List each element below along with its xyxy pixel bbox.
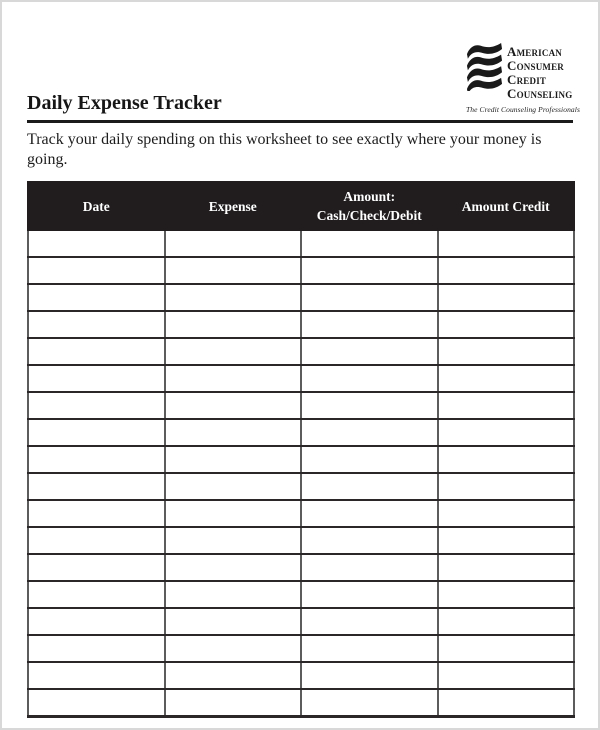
cell-amount-credit [438,554,575,581]
cell-amount-cash-check-debit [301,257,438,284]
cell-expense [165,257,302,284]
table-header-row [28,182,574,230]
cell-date [28,311,165,338]
cell-amount-credit [438,500,575,527]
cell-amount-cash-check-debit [301,365,438,392]
column-header-label: Amount Credit [461,198,550,214]
cell-amount-cash-check-debit [301,581,438,608]
column-header-amount-credit [438,182,575,230]
cell-amount-cash-check-debit [301,392,438,419]
table-row [28,500,574,527]
cell-amount-cash-check-debit [301,284,438,311]
cell-expense [165,284,302,311]
table-row [28,662,574,689]
cell-date [28,473,165,500]
cell-date [28,689,165,717]
cell-amount-credit [438,284,575,311]
table-row [28,608,574,635]
cell-expense [165,419,302,446]
cell-expense [165,365,302,392]
cell-amount-cash-check-debit [301,554,438,581]
cell-expense [165,311,302,338]
logo-org-line: American [507,44,562,59]
cell-expense [165,338,302,365]
cell-amount-credit [438,338,575,365]
cell-expense [165,446,302,473]
cell-amount-cash-check-debit [301,311,438,338]
expense-table [27,181,575,718]
cell-expense [165,581,302,608]
cell-amount-cash-check-debit [301,527,438,554]
table-row [28,581,574,608]
cell-expense [165,662,302,689]
cell-amount-credit [438,581,575,608]
logo-tagline: The Credit Counseling Professionals [466,105,580,114]
cell-amount-credit [438,662,575,689]
cell-amount-cash-check-debit [301,338,438,365]
cell-date [28,554,165,581]
column-header-expense [165,182,302,230]
table-row [28,230,574,257]
cell-amount-credit [438,311,575,338]
table-row [28,527,574,554]
page-subtitle: Track your daily spending on this worksheet to see exactly where your money is going. [27,131,542,168]
table-row [28,635,574,662]
table-row [28,284,574,311]
cell-amount-credit [438,365,575,392]
cell-date [28,527,165,554]
cell-amount-credit [438,608,575,635]
logo-org-line: Consumer [507,58,564,73]
table-row [28,311,574,338]
table-row [28,446,574,473]
table-body [28,230,574,717]
cell-expense [165,500,302,527]
column-header-label: Date [82,198,110,214]
cell-date [28,581,165,608]
cell-date [28,608,165,635]
column-header-label: Amount: [343,189,396,204]
cell-amount-credit [438,689,575,717]
cell-expense [165,554,302,581]
cell-amount-cash-check-debit [301,419,438,446]
table-row [28,419,574,446]
cell-date [28,230,165,257]
cell-expense [165,473,302,500]
cell-amount-credit [438,419,575,446]
page-title: Daily Expense Tracker [27,92,222,114]
cell-amount-cash-check-debit [301,608,438,635]
table-row [28,338,574,365]
column-header-date [28,182,165,230]
cell-expense [165,392,302,419]
cell-amount-cash-check-debit [301,635,438,662]
cell-amount-credit [438,230,575,257]
table-row [28,554,574,581]
cell-amount-cash-check-debit [301,473,438,500]
cell-date [28,392,165,419]
cell-expense [165,230,302,257]
cell-date [28,365,165,392]
cell-date [28,257,165,284]
cell-expense [165,689,302,717]
cell-date [28,446,165,473]
cell-expense [165,635,302,662]
cell-amount-credit [438,257,575,284]
column-header-amount-cash-check-debit [301,182,438,230]
title-underline [27,120,573,123]
waving-flag-icon [466,43,503,91]
table-row [28,473,574,500]
cell-amount-cash-check-debit [301,662,438,689]
cell-amount-cash-check-debit [301,689,438,717]
logo-org-line: Credit [507,72,547,87]
cell-date [28,419,165,446]
cell-date [28,284,165,311]
cell-amount-cash-check-debit [301,446,438,473]
cell-amount-credit [438,527,575,554]
cell-date [28,500,165,527]
accc-logo [466,43,580,114]
column-header-label: Expense [208,198,257,214]
table-header [28,182,574,230]
cell-date [28,635,165,662]
table-row [28,257,574,284]
logo-org-name [507,43,572,101]
cell-amount-credit [438,392,575,419]
cell-expense [165,608,302,635]
logo-org-line: Counseling [507,86,573,101]
table-row [28,392,574,419]
cell-date [28,338,165,365]
table-row [28,689,574,717]
cell-amount-credit [438,473,575,500]
cell-amount-cash-check-debit [301,500,438,527]
cell-amount-cash-check-debit [301,230,438,257]
cell-amount-credit [438,446,575,473]
cell-expense [165,527,302,554]
cell-amount-credit [438,635,575,662]
table-row [28,365,574,392]
cell-date [28,662,165,689]
column-header-sublabel: Cash/Check/Debit [316,208,422,223]
